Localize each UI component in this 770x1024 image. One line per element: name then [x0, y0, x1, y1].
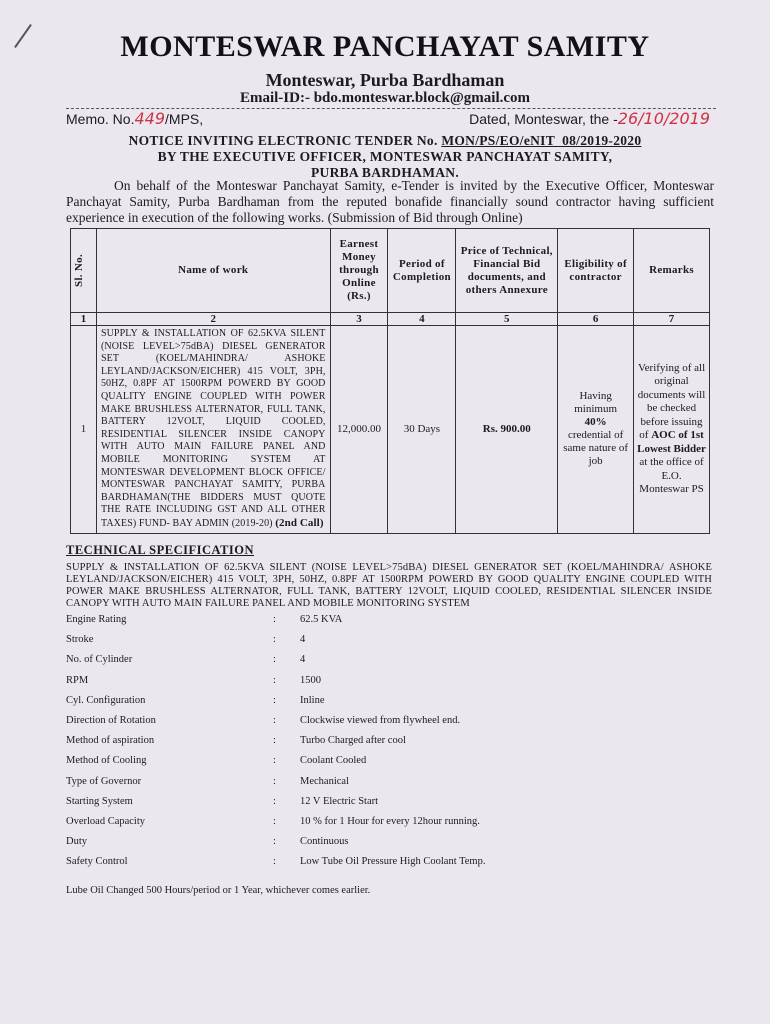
tech-spec-heading: TECHNICAL SPECIFICATION [66, 543, 255, 557]
handwritten-date: 26/10/2019 [617, 109, 710, 128]
office-address: Monteswar, Purba Bardhaman [265, 70, 505, 90]
spec-value: 62.5 KVA [300, 614, 343, 625]
spec-key: Engine Rating [66, 614, 127, 625]
notice-line-2: BY THE EXECUTIVE OFFICER, MONTESWAR PANCHAYAT SAMITY, [157, 149, 613, 164]
col-num: 5 [456, 313, 558, 326]
notice-heading [0, 133, 770, 181]
spec-key: RPM [66, 674, 89, 686]
spec-value: Inline [300, 694, 325, 706]
spec-key: Method of aspiration [66, 735, 155, 747]
column-number-row [71, 313, 710, 326]
spec-row [66, 715, 666, 735]
remarks-bold: AOC of 1st Lowest Bidder [637, 429, 706, 455]
spec-separator: : [273, 714, 276, 726]
spec-separator: : [273, 694, 276, 706]
spec-row [66, 776, 666, 796]
spec-value: 1500 [300, 674, 321, 686]
header-sl [71, 229, 97, 313]
memo-suffix: /MPS, [165, 111, 204, 127]
row-work [96, 326, 330, 534]
row-emd: 12,000.00 [330, 326, 388, 534]
spec-separator: : [273, 674, 276, 686]
spec-separator: : [273, 755, 276, 767]
col-num: 6 [558, 313, 634, 326]
intro-text: On behalf of the Monteswar Panchayat Samity, e-Tender is invited by the Executive Officer, Monteswar Panchayat Samity, Purba Bardhaman from the reputed bonafide financially sound contractor having sufficient experience in execution of the following works. (Submission of Bid through Online) [66, 178, 714, 225]
spec-value: Coolant Cooled [300, 755, 367, 767]
page-title: MONTESWAR PANCHAYAT SAMITY [120, 30, 650, 63]
spec-row [66, 836, 666, 856]
work-description: SUPPLY & INSTALLATION OF 62.5KVA SILENT (NOISE LEVEL>75dBA) DIESEL GENERATOR SET (KOEL/MAHINDRA/ ASHOKE LEYLAND/JACKSON/EICHER) 415 VOLT, 3PH, 50HZ, 0.8PF AT 1500RPM POWERD BY GOOD QUALITY ENGINE COUPLED WITH POWER MAKE BRUSHLESS ALTERNATOR, FULL TANK, BATTERY 12VOLT, LIQUID COOLED, RESIDENTIAL SILENCER INSIDE CANOPY WITH AUTO MAIN FAILURE PANEL AND MOBILE MONITORING SYSTEM AT MONTESWAR DEVELOPMENT BLOCK OFFICE/ MONTESWAR PANCHAYAT SAMITY, PURBA BARDHAMAN(THE BIDDERS MUST QUOTE THE RATE INCLUDING GST AND ALL OTHER TAXES) FUND- BAY ADMIN (2019-20) [100, 328, 326, 529]
spec-key: Stroke [66, 634, 94, 646]
spec-row [66, 675, 666, 695]
intro-paragraph [66, 178, 714, 226]
remarks-text-2: at the office of E.O. Monteswar PS [639, 456, 704, 496]
spec-row [66, 735, 666, 755]
col-num: 7 [634, 313, 710, 326]
memo-date [469, 109, 710, 128]
lube-note: Lube Oil Changed 500 Hours/period or 1 Year, whichever comes earlier. [66, 885, 371, 896]
row-eligibility [558, 326, 634, 534]
spec-key: Direction of Rotation [66, 714, 156, 726]
spec-separator: : [273, 634, 276, 646]
spec-value: Turbo Charged after cool [300, 735, 406, 747]
row-remarks [634, 326, 710, 534]
header-price: Price of Technical, Financial Bid documents, and others Annexure [456, 229, 558, 313]
tender-table [70, 228, 710, 534]
header-period: Period of Completion [388, 229, 456, 313]
spec-key: Safety Control [66, 856, 128, 868]
spec-key: Type of Governor [66, 775, 142, 787]
spec-row [66, 816, 666, 836]
spec-separator: : [273, 836, 276, 848]
spec-value: 4 [300, 634, 306, 646]
spec-row [66, 614, 666, 634]
header-remarks: Remarks [634, 229, 710, 313]
table-header-row [71, 229, 710, 313]
spec-separator: : [273, 795, 276, 807]
notice-prefix: NOTICE INVITING ELECTRONIC TENDER No. [128, 133, 438, 148]
spec-list [66, 614, 666, 876]
eligibility-percent: 40% [584, 416, 607, 429]
header-work: Name of work [96, 229, 330, 313]
header-sl-text: Sl. No. [73, 254, 85, 287]
spec-value: 12 V Electric Start [300, 795, 379, 807]
spec-value: Clockwise viewed from flywheel end. [300, 714, 461, 726]
col-num: 2 [96, 313, 330, 326]
spec-value: Low Tube Oil Pressure High Coolant Temp. [300, 856, 486, 868]
spec-row [66, 755, 666, 775]
spec-key: Starting System [66, 795, 133, 807]
eligibility-text: Having minimum [574, 390, 618, 416]
table-row [71, 326, 710, 534]
spec-key: No. of Cylinder [66, 654, 133, 666]
spec-separator: : [273, 735, 276, 747]
col-num: 1 [71, 313, 97, 326]
spec-separator: : [273, 815, 276, 827]
header-eligibility: Eligibility of contractor [558, 229, 634, 313]
spec-key: Method of Cooling [66, 755, 147, 767]
spec-separator: : [273, 654, 276, 666]
tech-spec-paragraph: SUPPLY & INSTALLATION OF 62.5KVA SILENT (NOISE LEVEL>75dBA) DIESEL GENERATOR SET (KOEL/MAHINDRA/ ASHOKE LEYLAND/JACKSON/EICHER) 415 VOLT, 3PH, 50HZ, 0.8PF AT 1500RPM POWERD BY GOOD QUALITY ENGINE COUPLED WITH POWER MAKE BRUSHLESS ALTERNATOR, FULL TANK, BATTERY 12VOLT, LIQUID COOLED, RESIDENTIAL SILENCER INSIDE CANOPY WITH AUTO MAIN FAILURE PANEL AND MOBILE MONITORING SYSTEM [66, 562, 712, 609]
spec-value: 10 % for 1 Hour for every 12hour running. [300, 815, 480, 827]
spec-row [66, 695, 666, 715]
memo-handwritten-number: 449 [134, 109, 166, 128]
header-emd: Earnest Money through Online (Rs.) [330, 229, 388, 313]
office-email: Email-ID:- bdo.monteswar.block@gmail.com [239, 90, 531, 106]
tender-number: MON/PS/EO/eNIT_08/2019-2020 [441, 133, 642, 148]
row-period: 30 Days [388, 326, 456, 534]
spec-row [66, 654, 666, 674]
col-num: 4 [388, 313, 456, 326]
memo-number [66, 109, 203, 128]
memo-prefix: Memo. No. [66, 111, 135, 127]
eligibility-text-2: credential of same nature of job [563, 429, 628, 468]
dated-prefix: Dated, Monteswar, the - [469, 111, 618, 127]
row-sl: 1 [71, 326, 97, 534]
row-price: Rs. 900.00 [456, 326, 558, 534]
spec-value: 4 [300, 654, 306, 666]
spec-separator: : [273, 856, 276, 868]
notice-line-3: PURBA BARDHAMAN. [310, 165, 460, 180]
spec-row [66, 796, 666, 816]
col-num: 3 [330, 313, 388, 326]
spec-separator: : [273, 614, 276, 625]
spec-value: Mechanical [300, 775, 349, 787]
remarks-text: Verifying of all original documents will be checked before issuing of [637, 361, 706, 442]
spec-separator: : [273, 775, 276, 787]
spec-key: Overload Capacity [66, 815, 146, 827]
spec-row [66, 634, 666, 654]
spec-value: Continuous [300, 836, 349, 848]
spec-key: Duty [66, 836, 87, 848]
spec-key: Cyl. Configuration [66, 694, 146, 706]
call-label: (2nd Call) [275, 516, 324, 529]
notice-line-1 [0, 133, 770, 149]
spec-row [66, 856, 666, 876]
